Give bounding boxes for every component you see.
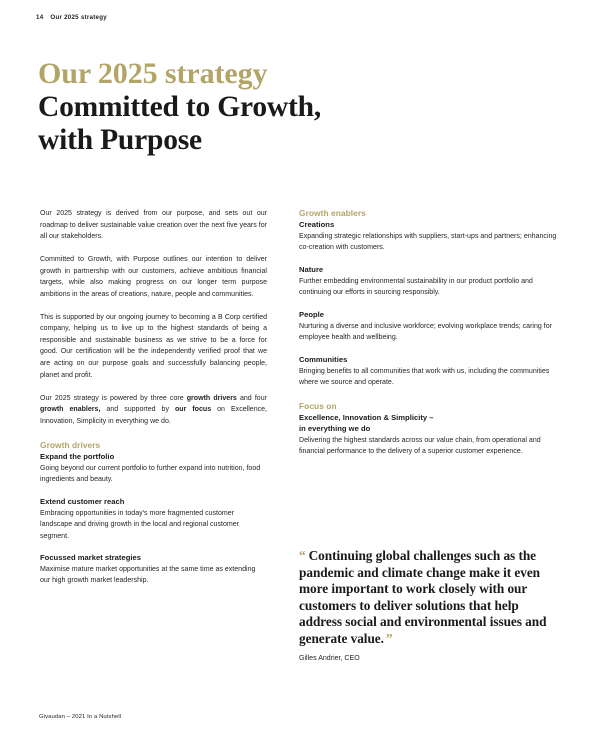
quote-close-icon: ” [385, 630, 393, 646]
page-title [38, 90, 468, 156]
intro-p4-segment-3: and supported by [100, 406, 175, 414]
intro-paragraph-1: Our 2025 strategy is derived from our purpose, and sets out our roadmap to deliver sustainable value creation over the next five years for all our stakeholders. [40, 210, 267, 241]
intro-p4-segment-1: Our 2025 strategy is powered by three core [40, 394, 187, 402]
growth-enablers-heading: Growth enablers [299, 208, 366, 218]
focus-on-heading: Focus on [299, 401, 337, 412]
pull-quote-attribution: Gilles Andrier, CEO [299, 654, 360, 662]
pull-quote-text [299, 548, 557, 648]
growth-driver-title: Focussed market strategies [40, 553, 141, 563]
growth-driver-item [40, 452, 267, 485]
title-eyebrow: Our 2025 strategy [38, 57, 268, 90]
intro-p4-bold-growth-drivers: growth drivers [186, 394, 237, 402]
growth-enabler-title: Nature [299, 264, 324, 274]
intro-paragraph-2: Committed to Growth, with Purpose outlines our intention to deliver growth in partnership with our customers, achieve ambitious financial targets, while also making progress on our longer term purpose ambitions in the areas of creations, nature, people and communities. [40, 256, 267, 298]
growth-enabler-desc: Nurturing a diverse and inclusive workforce; evolving workplace trends; caring for employee health and wellbeing. [299, 322, 553, 342]
growth-enabler-title: Creations [299, 220, 335, 229]
intro-p4-segment-4: on Excellence, Innovation, Simplicity in everything we do. [40, 406, 268, 425]
growth-enablers-section [299, 208, 561, 388]
growth-enabler-desc: Bringing benefits to all communities that work with us, including the communities where we source and operate. [299, 367, 550, 386]
right-column [299, 208, 561, 457]
growth-enabler-title: People [299, 309, 325, 319]
growth-driver-title: Expand the portfolio [40, 452, 115, 462]
focus-on-desc: Delivering the highest standards across our value chain, from operational and financial performance to the delivery of a superior customer experience. [299, 436, 541, 455]
pull-quote [299, 548, 557, 664]
left-column [40, 208, 267, 587]
focus-on-title [299, 413, 561, 434]
pull-quote-body: Continuing global challenges such as the pandemic and climate change make it even more important to work closely with our customers to deliver solutions that help address social and environmental issues and generate value. [299, 548, 547, 646]
focus-on-title-line-2: in everything we do [299, 423, 371, 433]
growth-driver-item [40, 553, 267, 586]
growth-enabler-item [299, 310, 561, 343]
page-number: 14 [36, 14, 44, 21]
footer: Givaudan – 2021 In a Nutshell [39, 714, 122, 720]
growth-enabler-item [299, 265, 561, 298]
intro-paragraph-3: This is supported by our ongoing journey to becoming a B Corp certified company, helping us to live up to the highest standards of being a responsible and sustainable business as we strive to be a force for good. Our certification will be the independently verified proof that we are acting on our purpose goals and successfully balancing people, planet and profit. [40, 313, 267, 379]
growth-enabler-title: Communities [299, 354, 348, 364]
growth-driver-item [40, 497, 267, 542]
running-head-section: Our 2025 strategy [50, 14, 107, 21]
growth-enabler-desc: Further embedding environmental sustainability in our product portfolio and continuing our efforts in sourcing responsibly. [299, 277, 533, 297]
growth-enabler-item [299, 355, 561, 388]
growth-drivers-section [40, 440, 267, 586]
growth-enabler-desc: Expanding strategic relationships with suppliers, start-ups and partners; enhancing co-creation with customers. [299, 233, 557, 252]
intro-p4-bold-growth-enablers: growth enablers, [40, 406, 101, 414]
page-title-line-2: with Purpose [38, 123, 202, 156]
focus-on-section [299, 401, 561, 457]
intro-paragraph-4 [40, 393, 267, 428]
focus-on-title-line-1: Excellence, Innovation & Simplicity – [299, 413, 434, 423]
running-head [36, 14, 107, 21]
growth-driver-title: Extend customer reach [40, 497, 125, 507]
page-title-block [38, 57, 468, 156]
quote-open-icon: “ [299, 548, 306, 563]
growth-drivers-heading: Growth drivers [40, 440, 101, 451]
intro-p4-bold-our-focus: our focus [174, 406, 212, 414]
growth-driver-desc: Embracing opportunities in today's more fragmented customer landscape and driving growth in the local and regional customer segment. [40, 510, 239, 540]
growth-driver-desc: Maximise mature market opportunities at the same time as extending our high growth market leadership. [40, 566, 256, 585]
page-title-line-1: Committed to Growth, [38, 91, 322, 123]
growth-enabler-item [299, 220, 561, 253]
intro-p4-segment-2: and four [236, 394, 267, 402]
growth-driver-desc: Going beyond our current portfolio to further expand into nutrition, food ingredients and beauty. [40, 465, 261, 484]
